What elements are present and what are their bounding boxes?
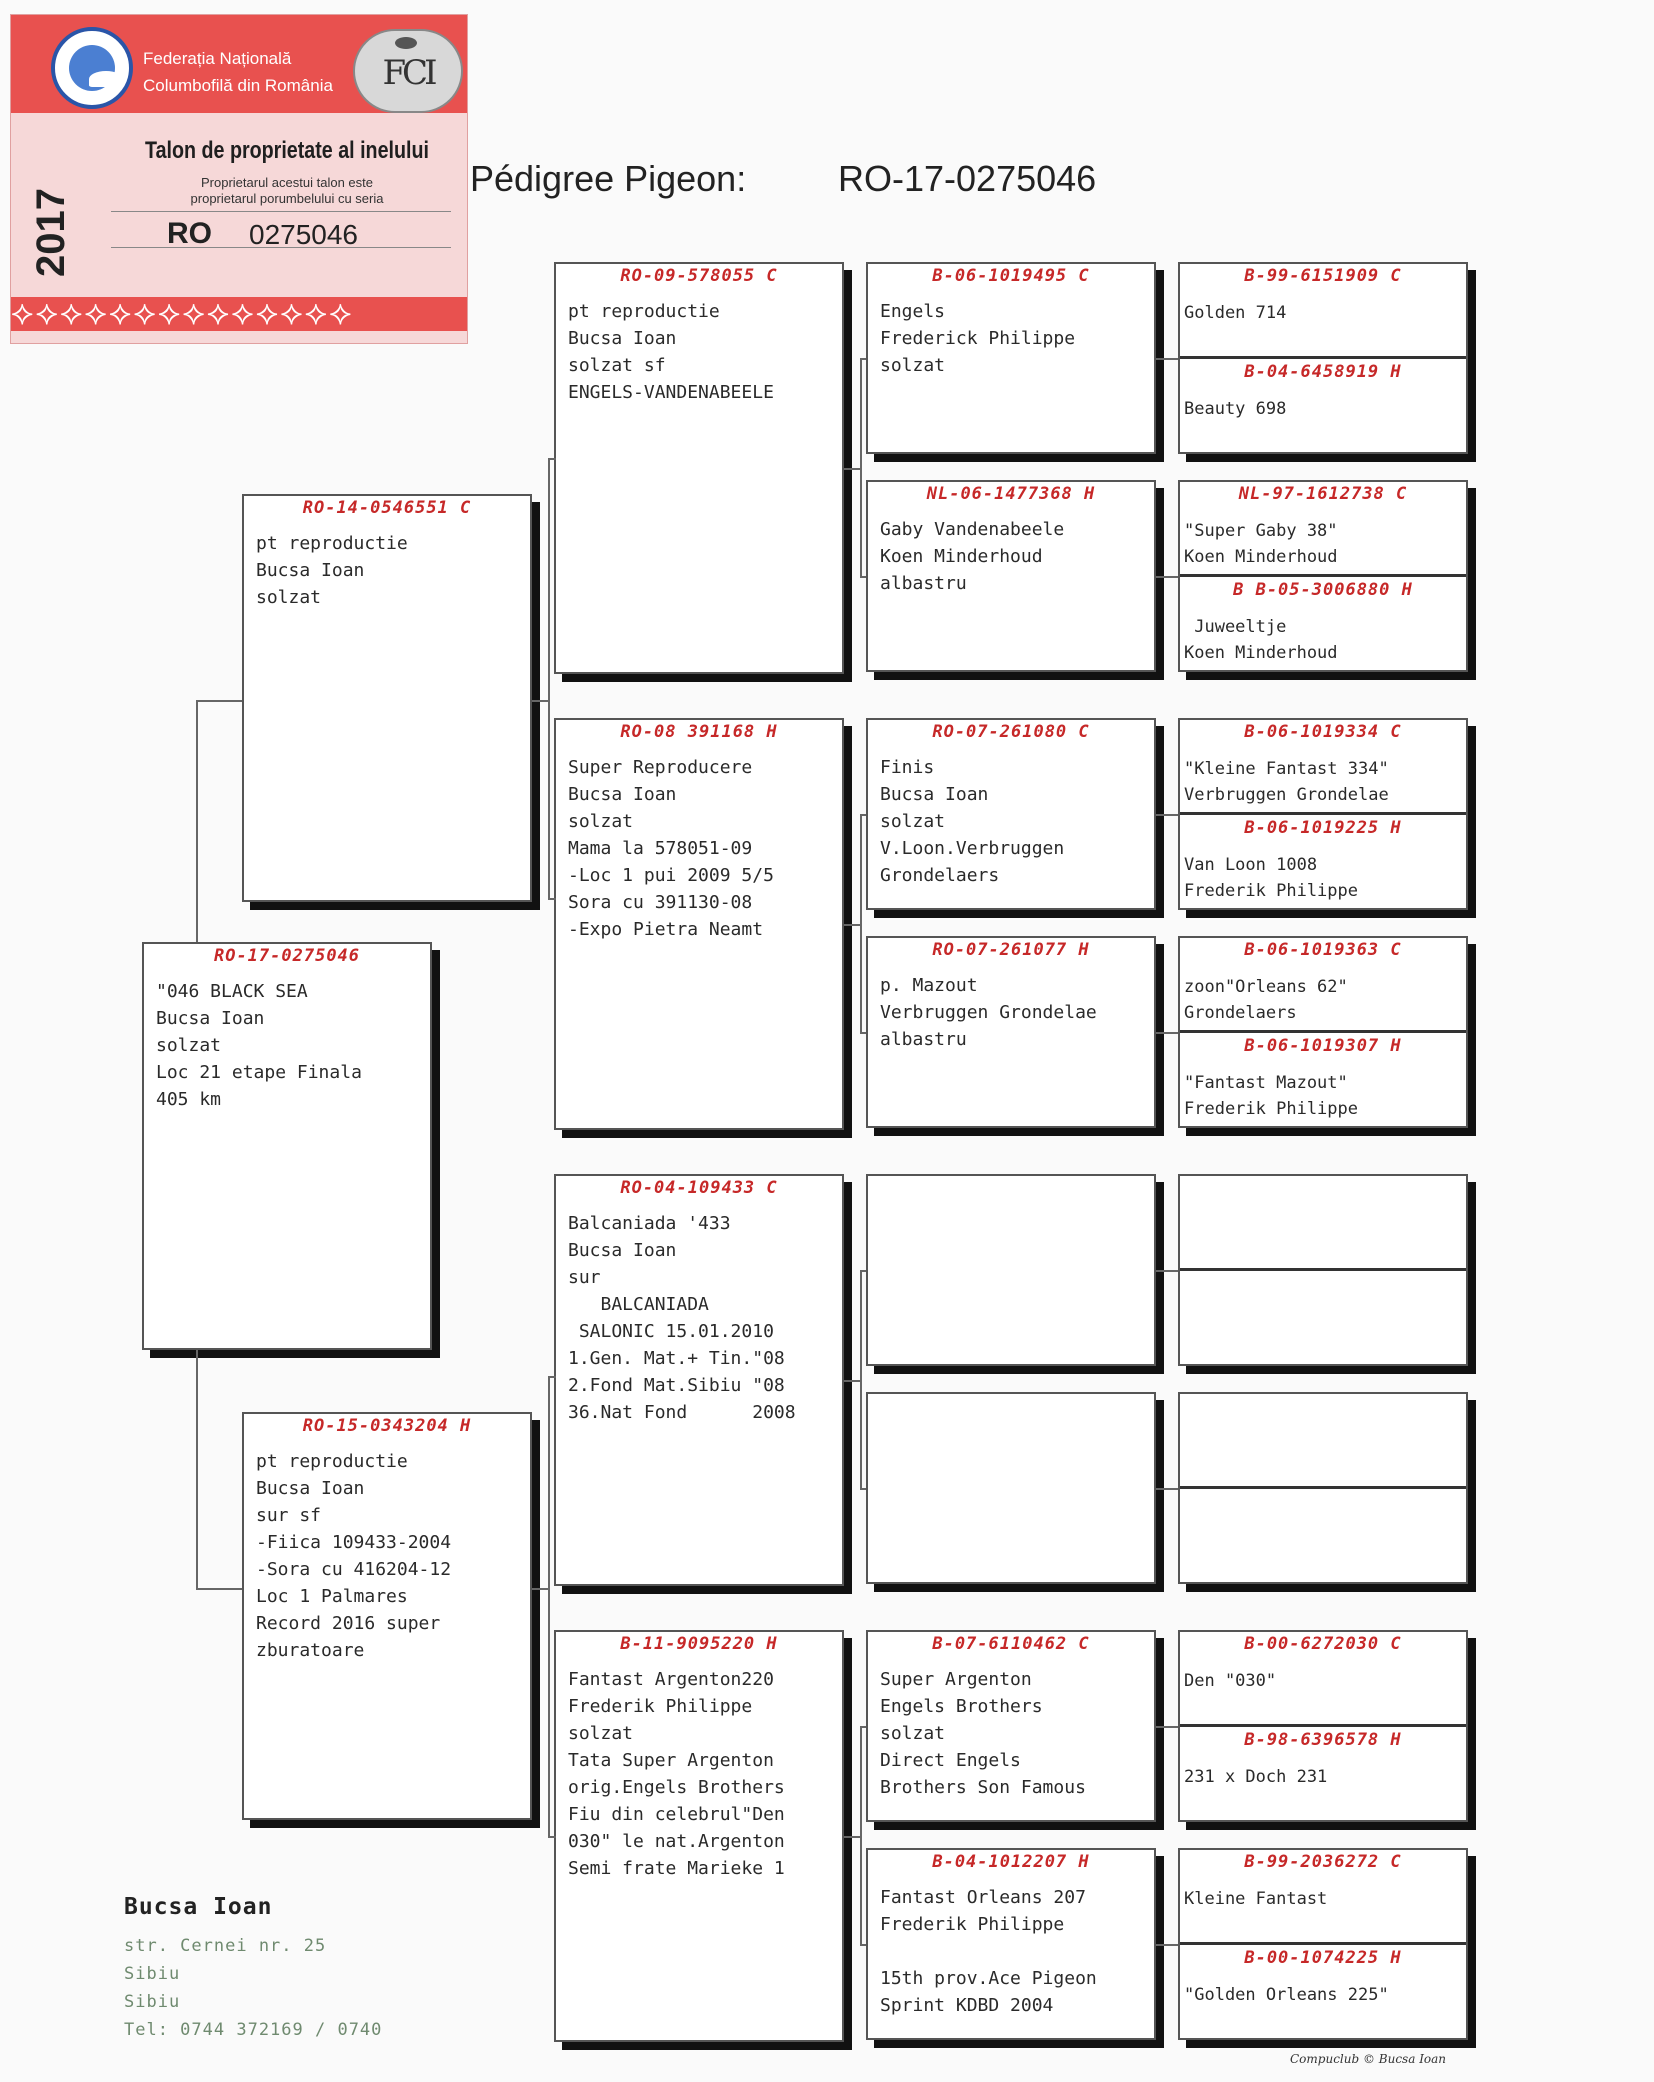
grandparent-box-line: 2.Fond Mat.Sibiu "08 — [568, 1375, 785, 1396]
connector-line — [860, 1270, 862, 1488]
pair-ring: B B-05-3006880 H — [1233, 580, 1413, 600]
pair-line: Koen Minderhoud — [1184, 643, 1338, 663]
pair-divider — [1180, 1268, 1466, 1271]
dam-box-line: -Fiica 109433-2004 — [256, 1532, 452, 1553]
connector-line — [860, 814, 866, 816]
great-great-grandparent-pair — [1178, 936, 1468, 1128]
great-grandparent-box — [866, 1392, 1156, 1584]
connector-line — [196, 1350, 198, 1588]
great-grandparent-box-ring: B-04-1012207 H — [932, 1852, 1090, 1872]
grandparent-box-line: -Expo Pietra Neamt — [568, 919, 764, 940]
great-grandparent-box-ring: NL-06-1477368 H — [926, 484, 1096, 504]
federation-badge-icon — [51, 27, 133, 109]
pair-divider — [1180, 1030, 1466, 1033]
dove-icon — [395, 37, 417, 49]
connector-line — [548, 458, 556, 460]
pair-line: Frederik Philippe — [1184, 1099, 1358, 1119]
pair-ring: B-06-1019334 C — [1244, 722, 1402, 742]
great-grandparent-box-ring: RO-07-261077 H — [932, 940, 1090, 960]
connector-line — [860, 814, 862, 1032]
great-grandparent-box-line: solzat — [880, 355, 946, 376]
connector-line — [548, 458, 550, 898]
grandparent-box-line: 36.Nat Fond 2008 — [568, 1402, 796, 1423]
connector-line — [532, 1588, 548, 1590]
pair-divider — [1180, 1486, 1466, 1489]
great-grandparent-box-line: Super Argenton — [880, 1669, 1032, 1690]
great-great-grandparent-pair — [1178, 1174, 1468, 1366]
connector-line — [860, 1488, 866, 1490]
connector-line — [844, 1380, 860, 1382]
great-grandparent-box-line: Engels Brothers — [880, 1696, 1043, 1717]
pair-ring: B-00-1074225 H — [1244, 1948, 1402, 1968]
grandparent-box-line: -Loc 1 pui 2009 5/5 — [568, 865, 774, 886]
grandparent-box-line: orig.Engels Brothers — [568, 1777, 785, 1798]
great-grandparent-box-ring: RO-07-261080 C — [932, 722, 1090, 742]
pair-divider — [1180, 356, 1466, 359]
pair-line: Den "030" — [1184, 1671, 1277, 1691]
breeder-county: Sibiu — [124, 1992, 181, 2012]
connector-line — [1156, 1488, 1178, 1490]
grandparent-box-line: Sora cu 391130-08 — [568, 892, 753, 913]
great-great-grandparent-pair — [1178, 480, 1468, 672]
connector-line — [1156, 1944, 1178, 1946]
sire-box-line: Bucsa Ioan — [256, 560, 365, 581]
grandparent-box-line: Frederik Philippe — [568, 1696, 753, 1717]
subject-box — [142, 942, 432, 1350]
software-credit: Compuclub © Bucsa Ioan — [1290, 2052, 1447, 2066]
great-great-grandparent-pair — [1178, 1392, 1468, 1584]
grandparent-box-line: sur — [568, 1267, 601, 1288]
pair-divider — [1180, 1724, 1466, 1727]
connector-line — [548, 1376, 550, 1836]
connector-line — [844, 468, 860, 470]
grandparent-box-line: Fiu din celebrul"Den — [568, 1804, 785, 1825]
great-grandparent-box-line: Finis — [880, 757, 935, 778]
subject-box-line: "046 BLACK SEA — [156, 981, 308, 1002]
great-grandparent-box-ring: B-07-6110462 C — [932, 1634, 1090, 1654]
great-grandparent-box-line: Direct Engels — [880, 1750, 1021, 1771]
great-grandparent-box-line: p. Mazout — [880, 975, 978, 996]
fci-logo-icon: FCI — [353, 29, 463, 113]
grandparent-box-line: SALONIC 15.01.2010 — [568, 1321, 774, 1342]
grandparent-box-line: solzat sf — [568, 355, 666, 376]
ring-ownership-card — [10, 14, 468, 344]
pair-line: Van Loon 1008 — [1184, 855, 1318, 875]
pair-line: 231 x Doch 231 — [1184, 1767, 1328, 1787]
pair-divider — [1180, 574, 1466, 577]
grandparent-box-line: Mama la 578051-09 — [568, 838, 753, 859]
pair-line: "Golden Orleans 225" — [1184, 1985, 1389, 2005]
connector-line — [548, 898, 556, 900]
ring-year: 2017 — [29, 188, 73, 277]
great-grandparent-box-line: Frederick Philippe — [880, 328, 1076, 349]
great-grandparent-box — [866, 1848, 1156, 2040]
pair-line: Koen Minderhoud — [1184, 547, 1338, 567]
grandparent-box — [554, 1174, 844, 1586]
subject-box-line: 405 km — [156, 1089, 222, 1110]
grandparent-box-ring: RO-04-109433 C — [620, 1178, 778, 1198]
pedigree-title-label: Pédigree Pigeon: — [470, 158, 747, 199]
great-grandparent-box-line: Brothers Son Famous — [880, 1777, 1086, 1798]
breeder-city: Sibiu — [124, 1964, 181, 1984]
pair-line: Frederik Philippe — [1184, 881, 1358, 901]
great-grandparent-box-line: V.Loon.Verbruggen — [880, 838, 1065, 859]
pair-divider — [1180, 1942, 1466, 1945]
grandparent-box-line: Balcaniada '433 — [568, 1213, 731, 1234]
card-subtitle: Proprietarul acestui talon este proprietarul porumbelului cu seria — [190, 175, 384, 206]
great-grandparent-box-line: Koen Minderhoud — [880, 546, 1043, 567]
pair-line: Golden 714 — [1184, 303, 1287, 323]
subject-box-line: solzat — [156, 1035, 222, 1056]
connector-line — [548, 1836, 556, 1838]
pair-line: "Super Gaby 38" — [1184, 521, 1338, 541]
great-grandparent-box-line: Frederik Philippe — [880, 1914, 1065, 1935]
pair-divider — [1180, 812, 1466, 815]
subject-box-ring: RO-17-0275046 — [213, 946, 361, 966]
great-grandparent-box-line: Engels — [880, 301, 946, 322]
breeder-street: str. Cernei nr. 25 — [124, 1936, 327, 1956]
great-great-grandparent-pair — [1178, 1630, 1468, 1822]
sire-box-ring: RO-14-0546551 C — [302, 498, 472, 518]
connector-line — [860, 358, 866, 360]
connector-line — [860, 1726, 866, 1728]
connector-line — [196, 700, 198, 942]
pair-line: Grondelaers — [1184, 1003, 1297, 1023]
great-grandparent-box-line: solzat — [880, 811, 946, 832]
grandparent-box — [554, 1630, 844, 2042]
subject-box-line: Loc 21 etape Finala — [156, 1062, 362, 1083]
grandparent-box-line: Bucsa Ioan — [568, 1240, 677, 1261]
great-grandparent-box-line: albastru — [880, 1029, 967, 1050]
connector-line — [1156, 1270, 1178, 1272]
grandparent-box — [554, 718, 844, 1130]
card-rule — [111, 211, 451, 212]
grandparent-box-ring: RO-09-578055 C — [620, 266, 778, 286]
pair-ring: B-00-6272030 C — [1244, 1634, 1402, 1654]
connector-line — [1156, 576, 1178, 578]
grandparent-box-line: solzat — [568, 1723, 634, 1744]
grandparent-box-line: solzat — [568, 811, 634, 832]
great-grandparent-box-line: Fantast Orleans 207 — [880, 1887, 1086, 1908]
connector-line — [1156, 814, 1178, 816]
pair-line: "Fantast Mazout" — [1184, 1073, 1348, 1093]
grandparent-box-ring: RO-08 391168 H — [620, 722, 778, 742]
connector-line — [1156, 358, 1178, 360]
great-great-grandparent-pair — [1178, 262, 1468, 454]
grandparent-box-line: BALCANIADA — [568, 1294, 709, 1315]
great-grandparent-box-line: 15th prov.Ace Pigeon — [880, 1968, 1097, 1989]
grandparent-box-line: Fantast Argenton220 — [568, 1669, 774, 1690]
pair-ring: B-06-1019307 H — [1244, 1036, 1402, 1056]
great-great-grandparent-pair — [1178, 718, 1468, 910]
connector-line — [860, 1270, 866, 1272]
sire-box — [242, 494, 532, 902]
great-grandparent-box-line: Gaby Vandenabeele — [880, 519, 1065, 540]
federation-name: Federația Națională Columbofilă din România — [143, 49, 333, 95]
dam-box-line: -Sora cu 416204-12 — [256, 1559, 452, 1580]
grandparent-box-ring: B-11-9095220 H — [620, 1634, 778, 1654]
pair-line: Verbruggen Grondelae — [1184, 785, 1389, 805]
pair-ring: B-06-1019363 C — [1244, 940, 1402, 960]
dam-box — [242, 1412, 532, 1820]
pair-line: zoon"Orleans 62" — [1184, 977, 1348, 997]
pair-line: Beauty 698 — [1184, 399, 1287, 419]
connector-line — [532, 700, 548, 702]
great-grandparent-box-line: Bucsa Ioan — [880, 784, 989, 805]
dam-box-line: Record 2016 super — [256, 1613, 441, 1634]
pedigree-title-ring: RO-17-0275046 — [838, 158, 1097, 199]
grandparent-box-line: 030" le nat.Argenton — [568, 1831, 785, 1852]
connector-line — [860, 576, 866, 578]
great-grandparent-box — [866, 936, 1156, 1128]
pair-line: Kleine Fantast — [1184, 1889, 1328, 1909]
connector-line — [860, 358, 862, 576]
pair-ring: B-99-2036272 C — [1244, 1852, 1402, 1872]
grandparent-box-line: Bucsa Ioan — [568, 784, 677, 805]
connector-line — [844, 924, 860, 926]
pair-ring: B-98-6396578 H — [1244, 1730, 1402, 1750]
great-grandparent-box-line: Sprint KDBD 2004 — [880, 1995, 1054, 2016]
dam-box-line: Loc 1 Palmares — [256, 1586, 408, 1607]
great-grandparent-box-line: solzat — [880, 1723, 946, 1744]
pair-ring: B-04-6458919 H — [1244, 362, 1402, 382]
card-title: Talon de proprietate al inelului — [145, 137, 429, 164]
breeder-phone: Tel: 0744 372169 / 0740 — [124, 2020, 383, 2040]
connector-line — [860, 1944, 866, 1946]
pair-line: "Kleine Fantast 334" — [1184, 759, 1389, 779]
connector-line — [196, 1588, 242, 1590]
great-grandparent-box — [866, 718, 1156, 910]
connector-line — [1156, 1726, 1178, 1728]
ring-country: RO — [167, 217, 212, 250]
pair-ring: NL-97-1612738 C — [1238, 484, 1408, 504]
grandparent-box-line: Super Reproducere — [568, 757, 753, 778]
connector-line — [196, 700, 242, 702]
connector-line — [860, 1032, 866, 1034]
breeder-name: Bucsa Ioan — [124, 1894, 273, 1920]
grandparent-box-line: ENGELS-VANDENABEELE — [568, 382, 774, 403]
great-grandparent-box — [866, 262, 1156, 454]
sire-box-line: pt reproductie — [256, 533, 408, 554]
dam-box-line: zburatoare — [256, 1640, 365, 1661]
connector-line — [860, 1726, 862, 1944]
connector-line — [548, 1376, 556, 1378]
grandparent-box — [554, 262, 844, 674]
great-grandparent-box-line: Grondelaers — [880, 865, 1000, 886]
pair-ring: B-99-6151909 C — [1244, 266, 1402, 286]
dam-box-line: sur sf — [256, 1505, 322, 1526]
great-grandparent-box-line: Verbruggen Grondelae — [880, 1002, 1097, 1023]
great-grandparent-box — [866, 1174, 1156, 1366]
dam-box-ring: RO-15-0343204 H — [302, 1416, 472, 1436]
grandparent-box-line: Bucsa Ioan — [568, 328, 677, 349]
dam-box-line: Bucsa Ioan — [256, 1478, 365, 1499]
great-great-grandparent-pair — [1178, 1848, 1468, 2040]
grandparent-box-line: pt reproductie — [568, 301, 720, 322]
great-grandparent-box — [866, 1630, 1156, 1822]
grandparent-box-line: Tata Super Argenton — [568, 1750, 774, 1771]
connector-line — [844, 1836, 860, 1838]
subject-box-line: Bucsa Ioan — [156, 1008, 265, 1029]
great-grandparent-box-line: albastru — [880, 573, 967, 594]
connector-line — [1156, 1032, 1178, 1034]
great-grandparent-box — [866, 480, 1156, 672]
grandparent-box-line: Semi frate Marieke 1 — [568, 1858, 785, 1879]
ring-number: 0275046 — [249, 219, 359, 250]
great-grandparent-box-ring: B-06-1019495 C — [932, 266, 1090, 286]
pair-line: Juweeltje — [1184, 617, 1287, 637]
sire-box-line: solzat — [256, 587, 322, 608]
dam-box-line: pt reproductie — [256, 1451, 408, 1472]
card-decorative-band: ⟡⟡⟡⟡⟡⟡⟡⟡⟡⟡⟡⟡⟡⟡ — [11, 297, 467, 331]
grandparent-box-line: 1.Gen. Mat.+ Tin."08 — [568, 1348, 785, 1369]
pair-ring: B-06-1019225 H — [1244, 818, 1402, 838]
